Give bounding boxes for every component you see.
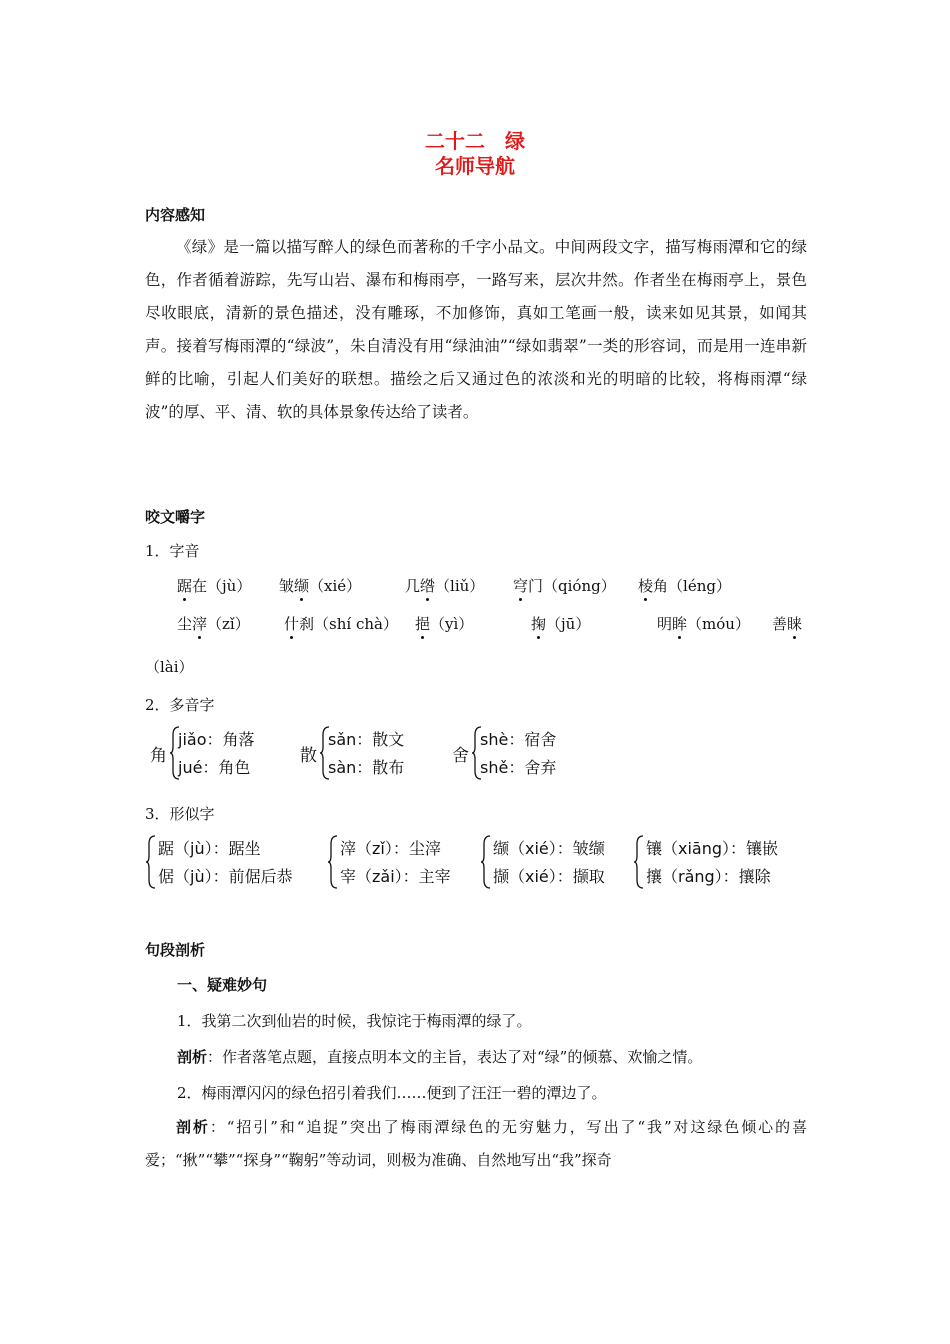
subheading-pronunciation: 1．字音 xyxy=(145,542,200,560)
brace-icon xyxy=(146,834,156,890)
subheading-sentences: 一、疑难妙句 xyxy=(177,976,268,994)
pron-item: 明眸（móu） xyxy=(657,615,750,633)
lesson-title: 二十二 绿 xyxy=(425,129,525,153)
similar-char: 缬（xié）：皱缬 xyxy=(493,839,605,858)
similar-char: 攘（rǎng）：攘除 xyxy=(646,867,771,886)
polyphone-reading: shě：舍弃 xyxy=(480,758,557,777)
pron-item: 皱缬（xié） xyxy=(279,577,362,595)
similar-char: 宰（zǎi）：主宰 xyxy=(340,867,451,886)
pron-item: 善睐 xyxy=(772,615,803,633)
section-heading-content: 内容感知 xyxy=(145,206,206,224)
brace-icon xyxy=(481,834,491,890)
subheading-similar: 3．形似字 xyxy=(145,805,215,823)
pron-item: 穹门（qióng） xyxy=(513,577,616,595)
polyphone-reading: shè：宿舍 xyxy=(480,730,557,749)
pron-item: 挹（yì） xyxy=(415,615,474,633)
polyphone-char: 舍 xyxy=(452,746,469,766)
pron-wrap: （lài） xyxy=(145,658,194,676)
polyphone-reading: jiǎo：角落 xyxy=(178,730,255,749)
question-2: 2．梅雨潭闪闪的绿色招引着我们……便到了汪汪一碧的潭边了。 xyxy=(177,1084,607,1102)
pron-item: 几绺（liǔ） xyxy=(405,577,485,595)
similar-char: 踞（jù）：踞坐 xyxy=(158,839,261,858)
pron-item: 尘滓（zǐ） xyxy=(177,615,250,633)
section-heading-words: 咬文嚼字 xyxy=(145,508,206,526)
similar-char: 倨（jù）：前倨后恭 xyxy=(158,867,293,886)
pron-item: 掬（jū） xyxy=(531,615,591,633)
pron-item: 什刹（shí chà） xyxy=(284,615,398,633)
subheading-polyphone: 2．多音字 xyxy=(145,696,215,714)
question-1: 1．我第二次到仙岩的时候，我惊诧于梅雨潭的绿了。 xyxy=(177,1012,532,1030)
polyphone-reading: sǎn：散文 xyxy=(328,730,405,749)
pron-item: 踞在（jù） xyxy=(177,577,252,595)
polyphone-char: 角 xyxy=(150,746,167,766)
lesson-subtitle: 名师导航 xyxy=(435,154,515,178)
section-heading-analysis: 句段剖析 xyxy=(145,941,206,959)
brace-icon xyxy=(634,834,644,890)
brace-icon xyxy=(328,834,338,890)
analysis-1: 剖析：作者落笔点题，直接点明本文的主旨，表达了对“绿”的倾慕、欢愉之情。 xyxy=(177,1048,703,1066)
polyphone-reading: sàn：散布 xyxy=(328,758,405,777)
content-paragraph: 《绿》是一篇以描写醉人的绿色而著称的千字小品文。中间两段文字，描写梅雨潭和它的绿色，作者循着游踪，先写山岩、瀑布和梅雨亭，一路写来，层次井然。作者坐在梅雨亭上，景色尽收眼底，清新的景色描述，没有雕琢，不加修饰，真如工笔画一般，读来如见其景，如闻其声。接着写梅雨潭的“绿波”，朱自清没有用“绿油油”“绿如翡翠”一类的形容词，而是用一连串新鲜的比喻，引起人们美好的联想。描绘之后又通过色的浓淡和光的明暗的比较，将梅雨潭“绿波”的厚、平、清、软的具体景象传达给了读者。 xyxy=(145,238,807,421)
polyphone-char: 散 xyxy=(300,746,317,766)
similar-char: 撷（xié）：撷取 xyxy=(493,867,605,886)
similar-char: 镶（xiāng）：镶嵌 xyxy=(646,839,779,858)
similar-char: 滓（zǐ）：尘滓 xyxy=(340,839,441,858)
pron-item: 棱角（léng） xyxy=(638,577,731,595)
polyphone-reading: jué：角色 xyxy=(178,758,251,777)
analysis-2: 剖析：“招引”和“追捉”突出了梅雨潭绿色的无穷魅力，写出了“我”对这绿色倾心的喜爱；“揪”“攀”“探身”“鞠躬”等动词，则极为准确、自然地写出“我”探奇 xyxy=(145,1118,807,1169)
